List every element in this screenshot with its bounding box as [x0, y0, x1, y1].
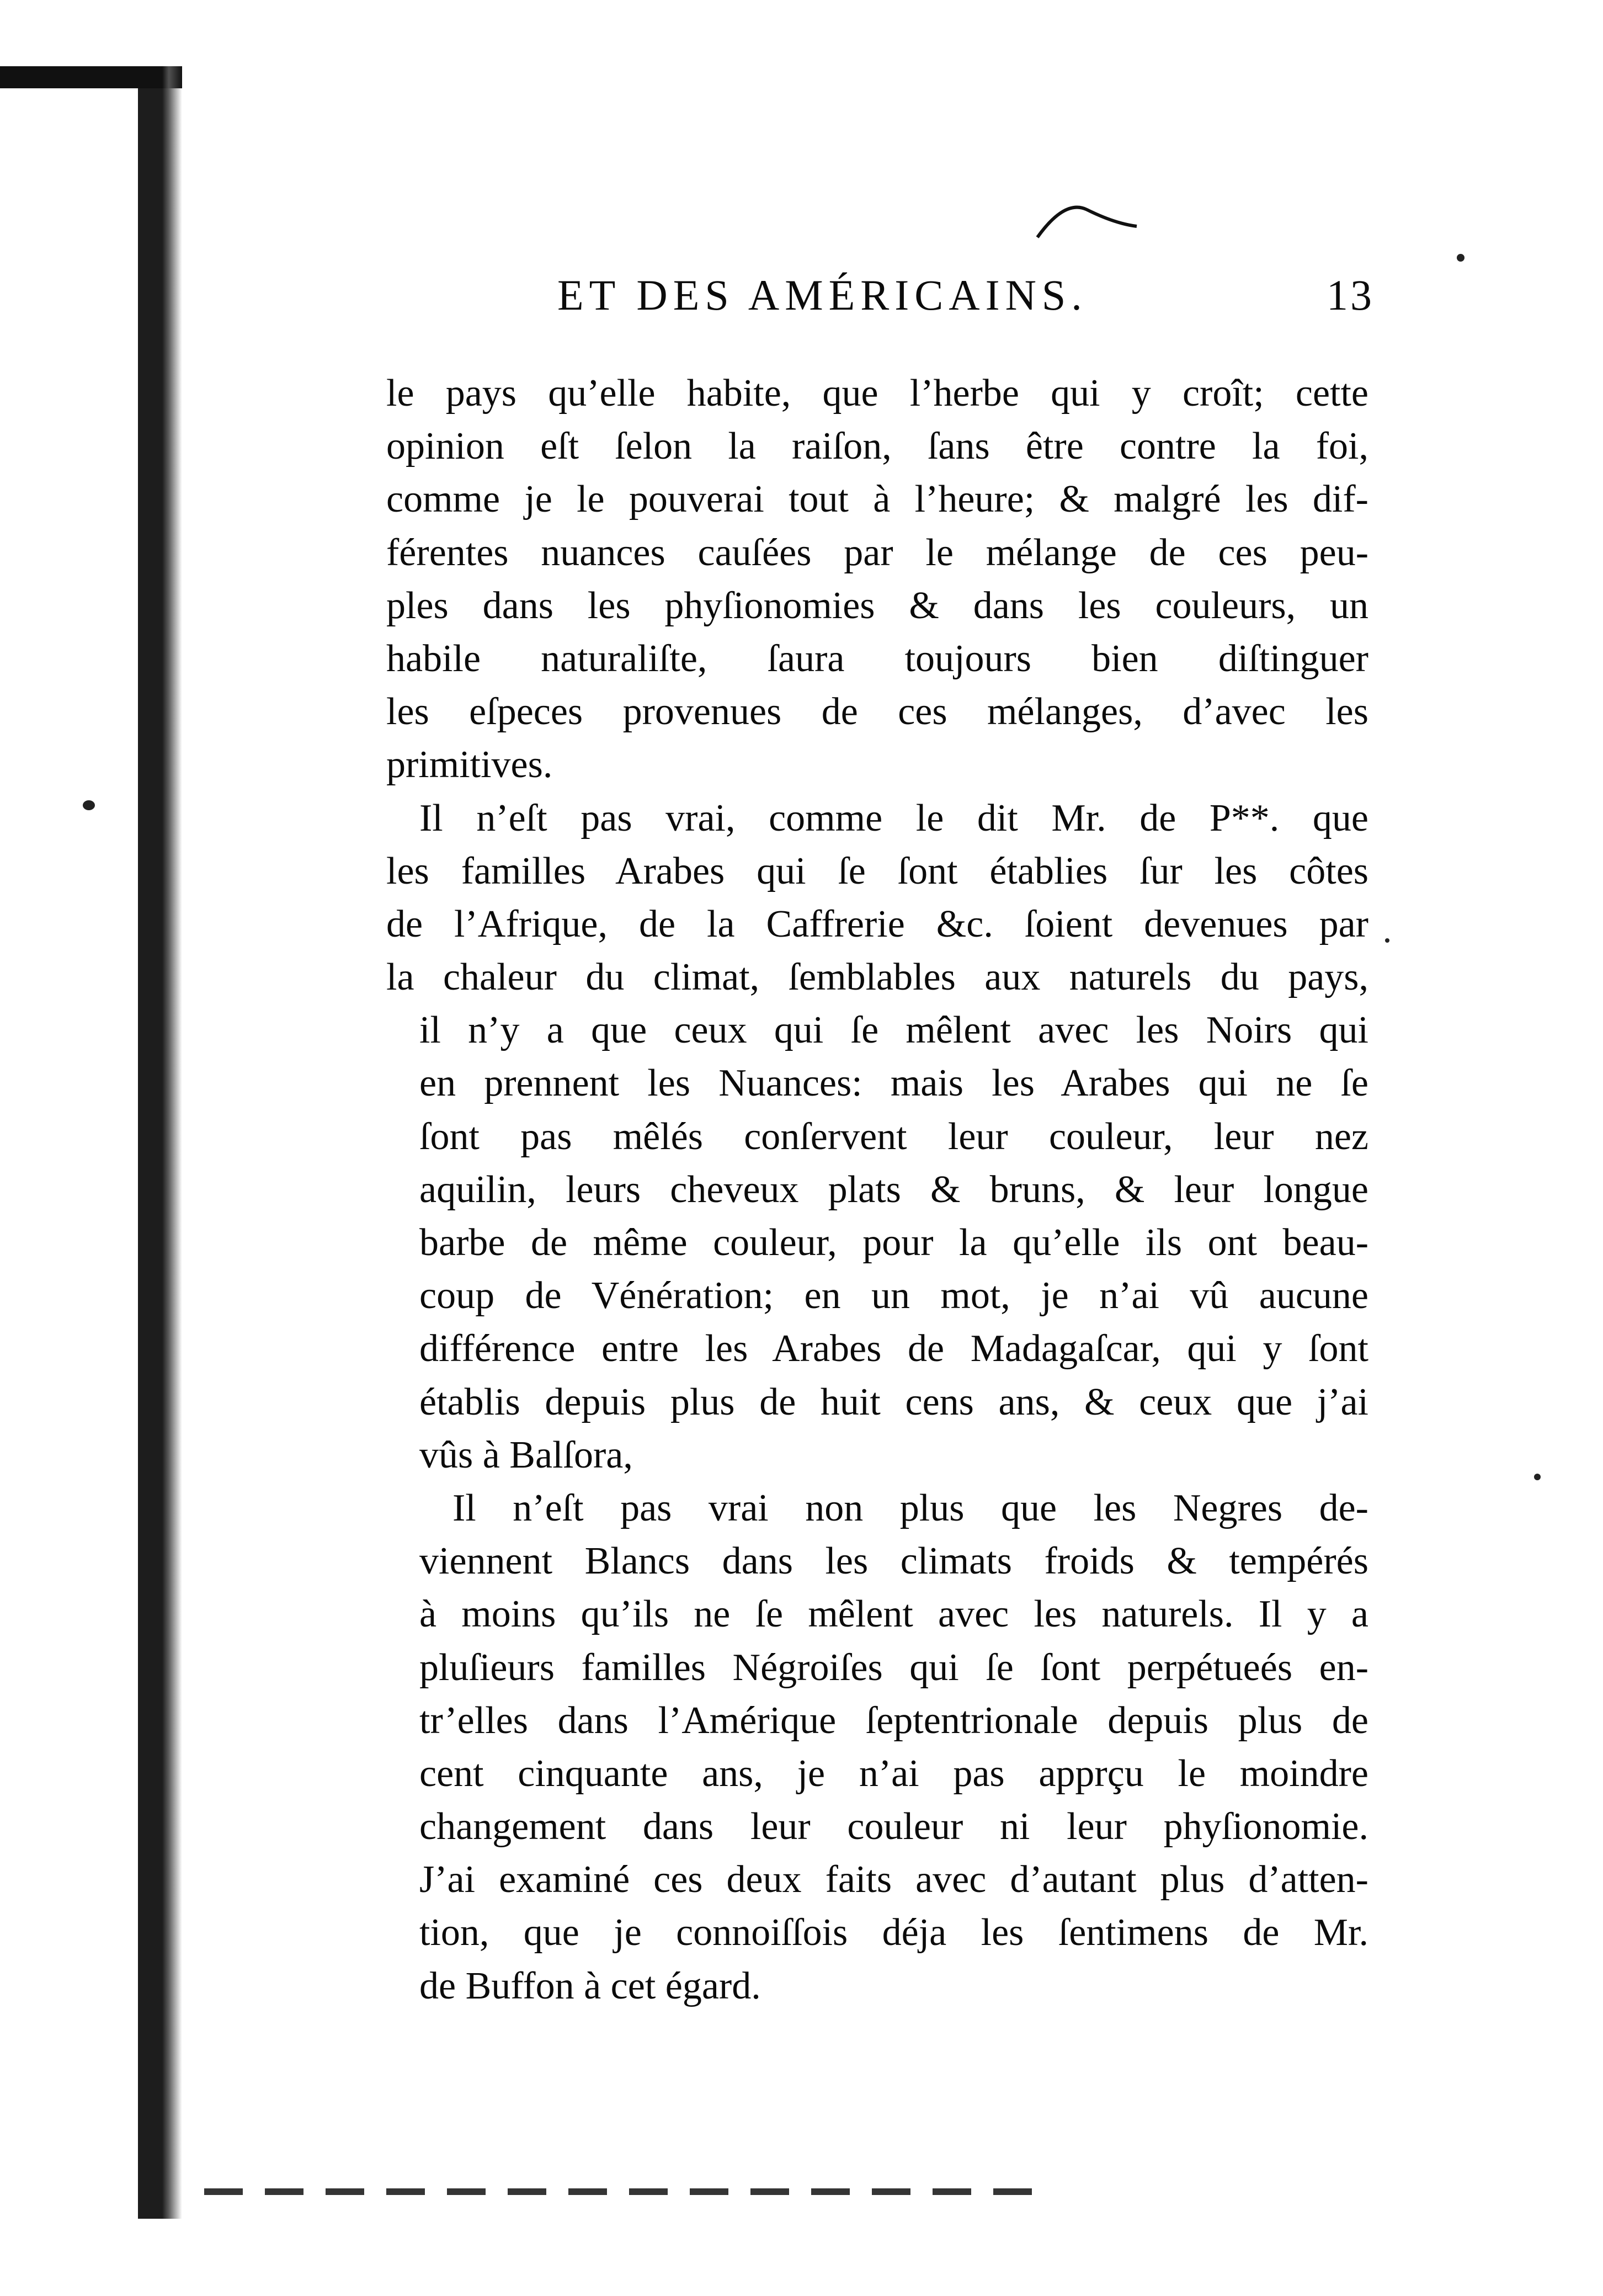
- text-line: comme je le pouverai tout à l’heure; & malgré les dif-: [386, 478, 1368, 521]
- text-line: viennent Blancs dans les climats froids & tempérés: [419, 1540, 1368, 1583]
- text-line: tion, que je connoiſſois déja les ſentimens de Mr.: [419, 1911, 1368, 1954]
- text-line: Il n’eſt pas vrai non plus que les Negres de-: [452, 1486, 1368, 1529]
- text-line: la chaleur du climat, ſemblables aux naturels du pays,: [386, 956, 1368, 999]
- text-line: de l’Afrique, de la Caffrerie &c. ſoient devenues par: [386, 902, 1368, 945]
- text-line: le pays qu’elle habite, que l’herbe qui y croît; cette: [386, 372, 1368, 414]
- paragraph-1: [386, 367, 1368, 792]
- paragraph-2: [386, 792, 1368, 1482]
- binding-shadow: [138, 66, 182, 2219]
- text-line: les eſpeces provenues de ces mélanges, d’avec les: [386, 690, 1368, 734]
- text-line: différence entre les Arabes de Madagaſcar, qui y ſont: [419, 1327, 1368, 1370]
- page-number: 13: [1327, 271, 1374, 319]
- text-line: vûs à Balſora,: [419, 1433, 633, 1476]
- text-line: barbe de même couleur, pour la qu’elle ils ont beau-: [419, 1221, 1368, 1264]
- paragraph-3: [386, 1482, 1368, 2013]
- text-line: primitives.: [386, 743, 553, 786]
- text-line: cent cinquante ans, je n’ai pas apprçu le moindre: [419, 1752, 1368, 1795]
- text-line: pluſieurs familles Négroiſes qui ſe ſont perpétueés en-: [419, 1646, 1368, 1689]
- text-line: aquilin, leurs cheveux plats & bruns, & leur longue: [419, 1168, 1368, 1211]
- scan-artifact-rule: [204, 2188, 1043, 2195]
- running-title: ET DES AMÉRICAINS.: [557, 271, 1088, 319]
- text-line: ples dans les phyſionomies & dans les couleurs, un: [386, 584, 1368, 627]
- running-head: [557, 270, 1374, 337]
- text-line: en prennent les Nuances: mais les Arabes qui ne ſe: [419, 1062, 1368, 1105]
- text-line: coup de Vénération; en un mot, je n’ai vû aucune: [419, 1274, 1368, 1317]
- text-line: J’ai examiné ces deux faits avec d’autant plus d’atten-: [419, 1858, 1368, 1901]
- text-line: habile naturaliſte, ſaura toujours bien diſtinguer: [386, 637, 1368, 680]
- text-line: il n’y a que ceux qui ſe mêlent avec les Noirs qui: [419, 1009, 1368, 1052]
- text-line: ſont pas mêlés conſervent leur couleur, leur nez: [419, 1115, 1368, 1158]
- scan-speck: [1457, 254, 1464, 262]
- text-line: Il n’eſt pas vrai, comme le dit Mr. de P**. que: [419, 796, 1368, 839]
- text-line: changement dans leur couleur ni leur phyſionomie.: [419, 1805, 1368, 1848]
- scan-speck: [1385, 938, 1389, 943]
- text-line: opinion eſt ſelon la raiſon, ſans être contre la foi,: [386, 425, 1368, 468]
- scan-speck: [1534, 1474, 1541, 1480]
- text-line: établis depuis plus de huit cens ans, & ceux que j’ai: [419, 1380, 1368, 1423]
- printer-ornament: [1032, 193, 1142, 243]
- scan-speck: [83, 800, 95, 810]
- text-line: férentes nuances cauſées par le mélange de ces peu-: [386, 531, 1368, 574]
- body-text: [386, 367, 1368, 2013]
- text-line: tr’elles dans l’Amérique ſeptentrionale depuis plus de: [419, 1699, 1368, 1742]
- text-line: à moins qu’ils ne ſe mêlent avec les naturels. Il y a: [419, 1593, 1368, 1636]
- text-line: de Buffon à cet égard.: [419, 1964, 761, 2007]
- text-line: les familles Arabes qui ſe ſont établies ſur les côtes: [386, 849, 1368, 892]
